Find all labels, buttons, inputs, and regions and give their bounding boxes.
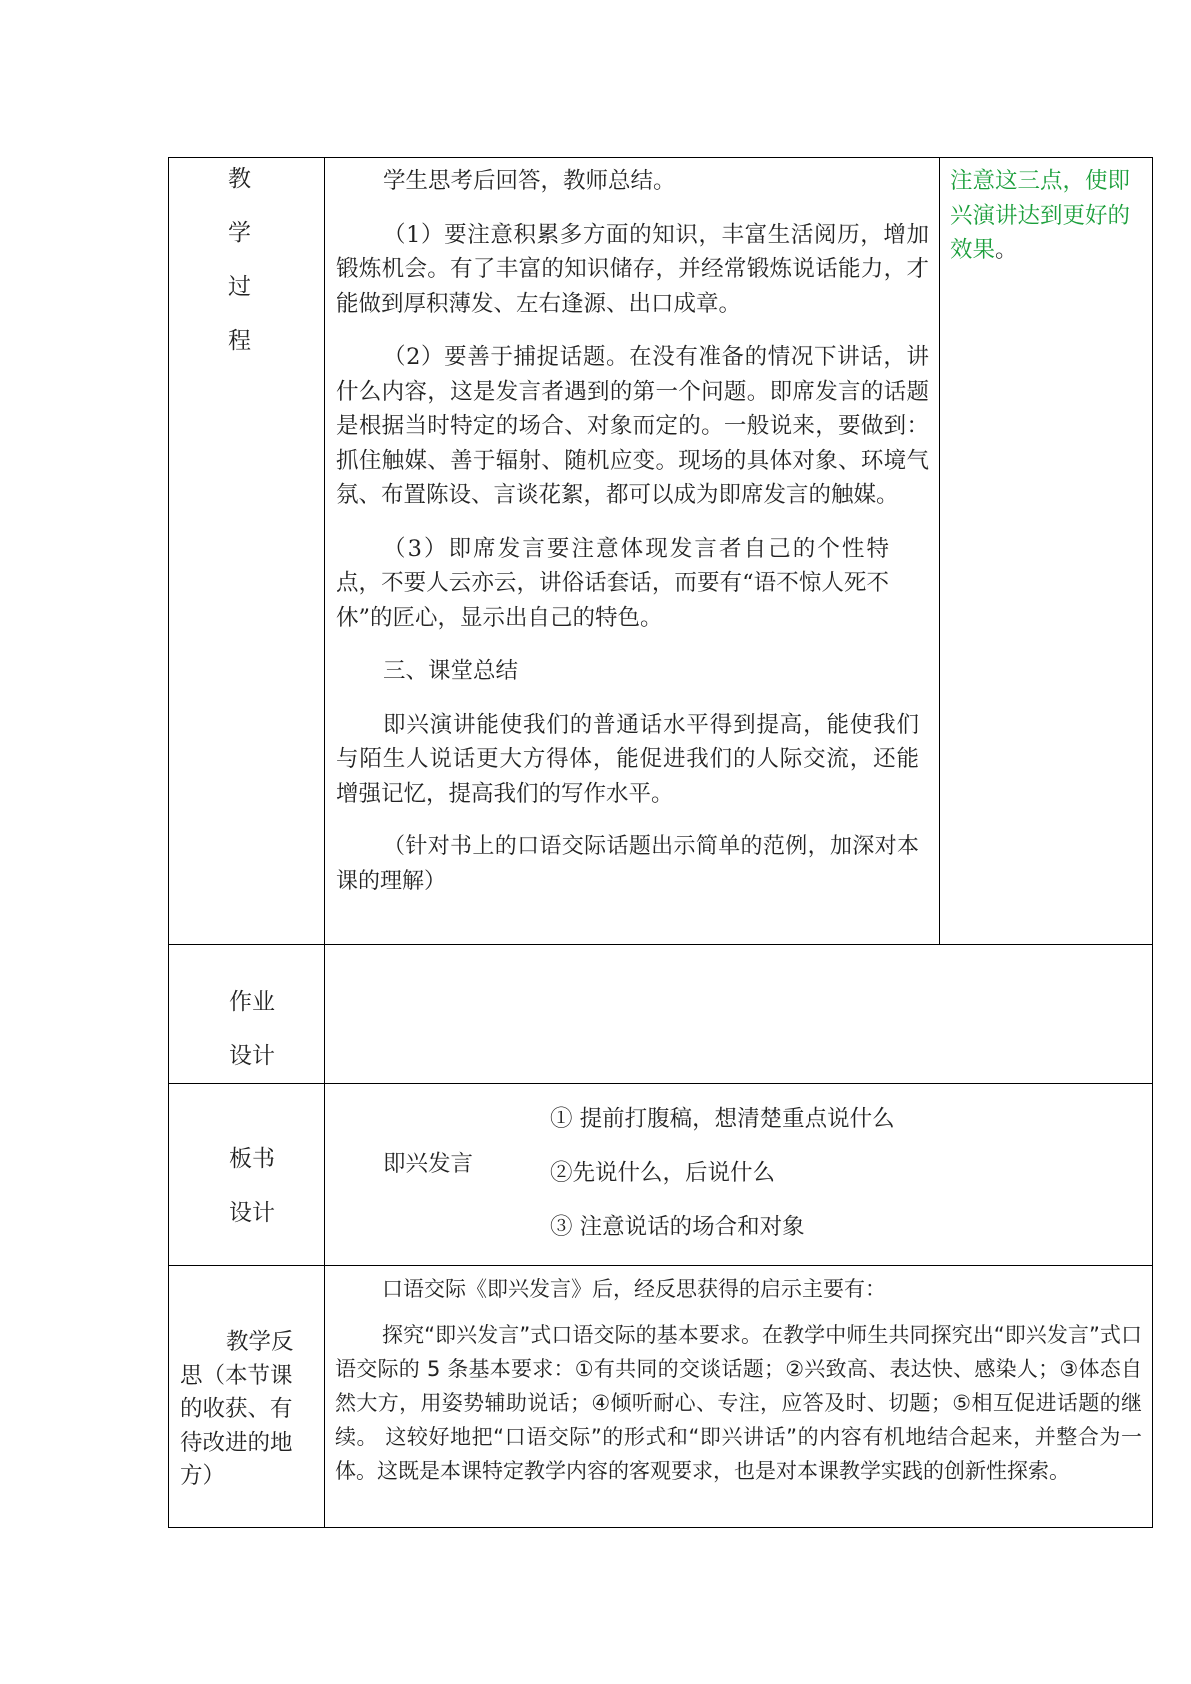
board-label-cell <box>169 1084 325 1266</box>
board-item: ③ 注意说话的场合和对象 <box>550 1214 805 1240</box>
board-label-line: 设计 <box>229 1200 275 1226</box>
summary-heading: 三、课堂总结 <box>383 658 519 684</box>
reflection-label-first: 教学反 <box>226 1329 294 1355</box>
reflection-label-cell <box>169 1266 325 1528</box>
board-item: ②先说什么，后说什么 <box>550 1160 776 1186</box>
reflection-paragraph: 探究“即兴发言”式口语交际的基本要求。在教学中师生共同探究出“即兴发言”式口语交际的 5 条基本要求：①有共同的交谈话题；②兴致高、表达快、感染人；③体态自然大方，用姿势辅助说话；④倾听耐心、专注，应答及时、切题；⑤相互促进话题的继续。 这较好地把“口语交际”的形式和“即兴讲话”的内容有机地结合起来，并整合为一体。这既是本课特定教学内容的客观要求，也是对本课教学实践的创新性探索。 <box>335 1323 1142 1483</box>
process-label-char: 程 <box>228 328 251 354</box>
process-note-period: 。 <box>995 237 1018 263</box>
process-label-char: 教 <box>228 166 251 192</box>
reflection-label-rest: 思（本节课的收获、有待改进的地方） <box>180 1362 293 1489</box>
process-note-cell <box>940 158 1153 945</box>
process-paragraph: （1）要注意积累多方面的知识，丰富生活阅历，增加锻炼机会。有了丰富的知识储存，并经常锻炼说话能力，才能做到厚积薄发、左右逢源、出口成章。 <box>336 221 929 317</box>
homework-content-cell <box>325 945 1153 1084</box>
board-label-line: 板书 <box>229 1146 275 1172</box>
homework-row <box>169 945 1153 1084</box>
process-label-char: 学 <box>228 220 251 246</box>
process-label <box>169 158 324 380</box>
reflection-row <box>169 1266 1153 1528</box>
summary-paragraph: 即兴演讲能使我们的普通话水平得到提高，能使我们与陌生人说话更大方得体，能促进我们的人际交流，还能增强记忆，提高我们的写作水平。 <box>336 711 919 807</box>
process-paragraph: （3）即席发言要注意体现发言者自己的个性特点，不要人云亦云，讲俗话套话，而要有“语不惊人死不休”的匠心，显示出自己的特色。 <box>336 535 889 631</box>
process-row <box>169 158 1153 945</box>
board-item: ① 提前打腹稿，想清楚重点说什么 <box>550 1106 895 1132</box>
board-title: 即兴发言 <box>383 1151 474 1177</box>
homework-label-cell <box>169 945 325 1084</box>
board-content-cell <box>325 1084 1153 1266</box>
board-row <box>169 1084 1153 1266</box>
reflection-content-cell <box>325 1266 1153 1528</box>
board-items <box>550 1092 895 1254</box>
process-paragraph: 学生思考后回答，教师总结。 <box>383 168 676 194</box>
process-content-cell <box>325 158 940 945</box>
process-paragraph: （2）要善于捕捉话题。在没有准备的情况下讲话，讲什么内容，这是发言者遇到的第一个问题。即席发言的话题是根据当时特定的场合、对象而定的。一般说来，要做到：抓住触媒、善于辐射、随机应变。现场的具体对象、环境气氛、布置陈设、言谈花絮，都可以成为即席发言的触媒。 <box>336 344 929 508</box>
reflection-label-line <box>180 1326 314 1360</box>
homework-label-line: 设计 <box>229 1043 275 1069</box>
process-note-text: 注意这三点，使即兴演讲达到更好的效果 <box>950 168 1131 263</box>
process-label-cell <box>169 158 325 945</box>
process-label-char: 过 <box>228 274 251 300</box>
example-note: （针对书上的口语交际话题出示简单的范例，加深对本课的理解） <box>336 834 919 894</box>
reflection-paragraph: 口语交际《即兴发言》后，经反思获得的启示主要有： <box>382 1277 886 1301</box>
lesson-plan-table <box>168 157 1153 1528</box>
homework-label-line: 作业 <box>229 989 275 1015</box>
